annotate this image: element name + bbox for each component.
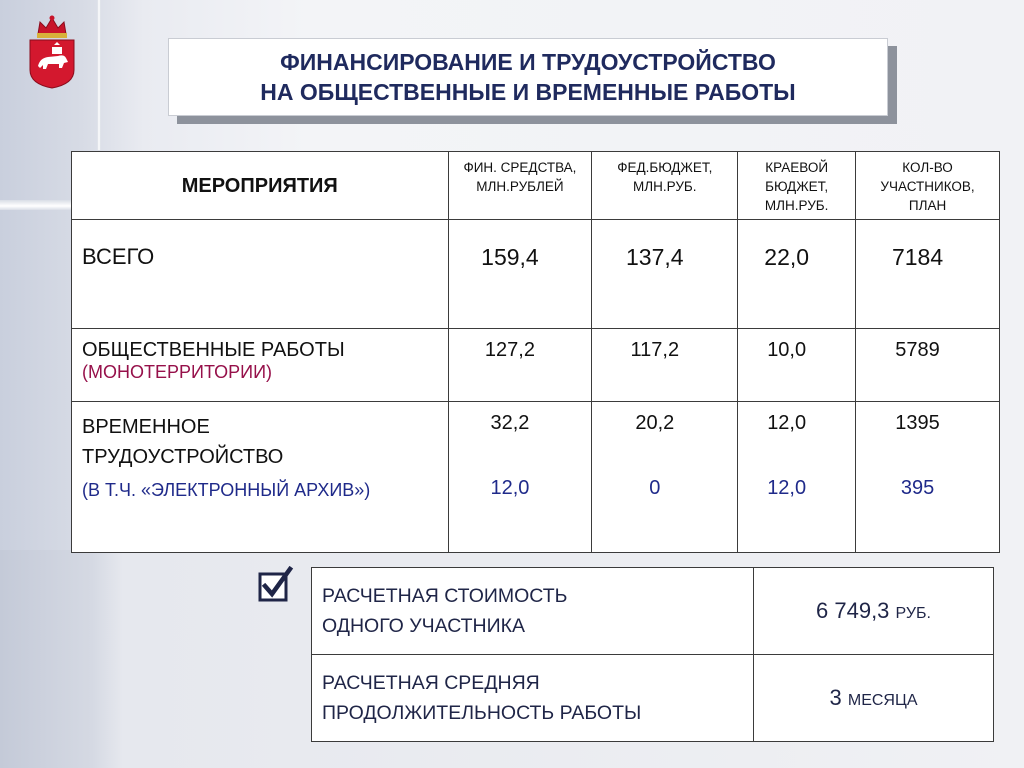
background-band xyxy=(0,200,72,210)
page-title xyxy=(168,38,888,116)
summary-row xyxy=(312,568,994,655)
cost-unit: РУБ. xyxy=(895,605,931,622)
table-header-row xyxy=(72,152,1000,220)
total-fed-budget: 137,4 xyxy=(592,220,738,329)
duration-value: 3 xyxy=(829,685,842,710)
summary-label-duration xyxy=(312,655,754,742)
summary-duration-line-2: ПРОДОЛЖИТЕЛЬНОСТЬ РАБОТЫ xyxy=(322,702,642,724)
header-regional-budget: КРАЕВОЙ БЮДЖЕТ, МЛН.РУБ. xyxy=(738,152,856,220)
financing-table xyxy=(71,151,1000,553)
public-works-label: ОБЩЕСТВЕННЫЕ РАБОТЫ xyxy=(82,339,345,361)
summary-row xyxy=(312,655,994,742)
table-row-total xyxy=(72,220,1000,329)
spacer xyxy=(449,435,572,477)
temporary-participants-cell xyxy=(856,402,1000,553)
temporary-cell xyxy=(72,402,449,553)
archive-fed-budget: 0 xyxy=(649,477,661,499)
public-works-regional-budget: 10,0 xyxy=(738,329,856,402)
temporary-fed-budget: 20,2 xyxy=(635,412,675,434)
header-fin-funds: ФИН. СРЕДСТВА, МЛН.РУБЛЕЙ xyxy=(448,152,592,220)
temporary-label-line-1: ВРЕМЕННОЕ xyxy=(82,416,210,438)
total-participants: 7184 xyxy=(856,220,1000,329)
total-label: ВСЕГО xyxy=(72,220,449,329)
summary-value-duration xyxy=(754,655,994,742)
header-activities: МЕРОПРИЯТИЯ xyxy=(72,152,449,220)
total-regional-budget: 22,0 xyxy=(738,220,856,329)
temporary-sublabel: (В Т.Ч. «ЭЛЕКТРОННЫЙ АРХИВ») xyxy=(82,480,371,500)
temporary-participants: 1395 xyxy=(895,412,940,434)
temporary-fed-budget-cell xyxy=(592,402,738,553)
temporary-fin-funds-cell xyxy=(448,402,592,553)
checked-box-icon xyxy=(258,566,294,602)
public-works-fed-budget: 117,2 xyxy=(592,329,738,402)
spacer xyxy=(856,435,979,477)
temporary-label-line-2: ТРУДОУСТРОЙСТВО xyxy=(82,446,284,468)
summary-label-cost xyxy=(312,568,754,655)
table-row-temporary xyxy=(72,402,1000,553)
cost-value: 6 749,3 xyxy=(816,598,890,623)
duration-unit: МЕСЯЦА xyxy=(847,692,918,709)
temporary-regional-budget-cell xyxy=(738,402,856,553)
total-fin-funds: 159,4 xyxy=(448,220,592,329)
background-line xyxy=(97,0,101,150)
public-works-participants: 5789 xyxy=(856,329,1000,402)
summary-value-cost xyxy=(754,568,994,655)
header-fed-budget: ФЕД.БЮДЖЕТ, МЛН.РУБ. xyxy=(592,152,738,220)
public-works-fin-funds: 127,2 xyxy=(448,329,592,402)
temporary-regional-budget: 12,0 xyxy=(767,412,807,434)
temporary-fin-funds: 32,2 xyxy=(490,412,530,434)
archive-fin-funds: 12,0 xyxy=(490,477,530,499)
table-row-public-works xyxy=(72,329,1000,402)
header-participants: КОЛ-ВО УЧАСТНИКОВ, ПЛАН xyxy=(856,152,1000,220)
public-works-sublabel: (МОНОТЕРРИТОРИИ) xyxy=(82,362,273,382)
spacer xyxy=(738,435,835,477)
public-works-cell xyxy=(72,329,449,402)
summary-table xyxy=(311,567,994,742)
archive-regional-budget: 12,0 xyxy=(767,477,807,499)
archive-participants: 395 xyxy=(900,477,935,499)
title-line-2: НА ОБЩЕСТВЕННЫЕ И ВРЕМЕННЫЕ РАБОТЫ xyxy=(260,79,796,105)
title-line-1: ФИНАНСИРОВАНИЕ И ТРУДОУСТРОЙСТВО xyxy=(280,49,776,75)
summary-cost-line-2: ОДНОГО УЧАСТНИКА xyxy=(322,615,526,637)
spacer xyxy=(592,435,717,477)
summary-duration-line-1: РАСЧЕТНАЯ СРЕДНЯЯ xyxy=(322,672,540,694)
perm-krai-coat-of-arms-icon xyxy=(24,14,80,90)
summary-cost-line-1: РАСЧЕТНАЯ СТОИМОСТЬ xyxy=(322,585,568,607)
